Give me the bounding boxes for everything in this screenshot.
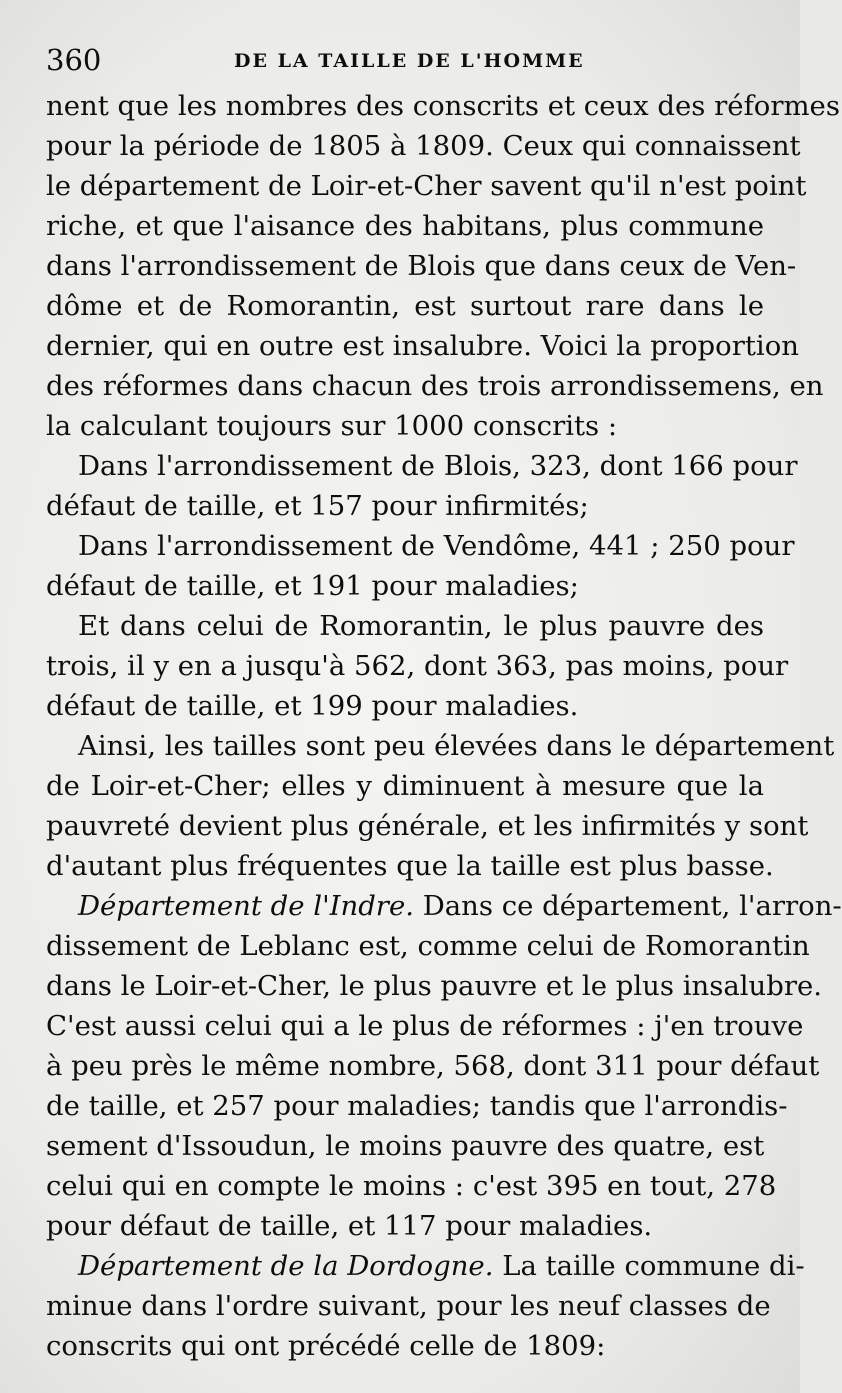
- text-line: trois, il y en a jusqu'à 562, dont 363, pas moins, pour: [46, 650, 789, 682]
- text-line: Et dans celui de Romorantin, le plus pauvre des: [78, 610, 764, 642]
- text-line: de taille, et 257 pour maladies; tandis que l'arrondis-: [46, 1090, 788, 1122]
- text-line: d'autant plus fréquentes que la taille est plus basse.: [46, 850, 774, 882]
- text-line: Dans l'arrondissement de Vendôme, 441 ; 250 pour: [78, 530, 795, 562]
- text-line: le département de Loir-et-Cher savent qu'il n'est point: [46, 170, 807, 202]
- text-line: dissement de Leblanc est, comme celui de Romorantin: [46, 930, 810, 962]
- paragraph-start-dordogne: [78, 1246, 805, 1286]
- text-line: à peu près le même nombre, 568, dont 311 pour défaut: [46, 1050, 820, 1082]
- text-line: riche, et que l'aisance des habitans, plus commune: [46, 210, 764, 242]
- text-line: dernier, qui en outre est insalubre. Voici la proportion: [46, 330, 799, 362]
- text-line: nent que les nombres des conscrits et ceux des réformes: [46, 90, 840, 122]
- text-fragment: La taille commune di-: [502, 1250, 805, 1282]
- text-line: dôme et de Romorantin, est surtout rare dans le: [46, 290, 764, 322]
- page-header: [46, 40, 746, 80]
- text-line: défaut de taille, et 199 pour maladies.: [46, 690, 579, 722]
- text-line: dans l'arrondissement de Blois que dans ceux de Ven-: [46, 250, 797, 282]
- italic-heading-indre: Département de l'Indre.: [78, 890, 414, 922]
- text-line: Dans l'arrondissement de Blois, 323, dont 166 pour: [78, 450, 798, 482]
- text-fragment: Dans ce département, l'arron-: [422, 890, 842, 922]
- text-line: celui qui en compte le moins : c'est 395 en tout, 278: [46, 1170, 777, 1202]
- text-line: pauvreté devient plus générale, et les infirmités y sont: [46, 810, 809, 842]
- text-line: défaut de taille, et 157 pour infirmités;: [46, 490, 589, 522]
- text-line: pour défaut de taille, et 117 pour maladies.: [46, 1210, 653, 1242]
- paragraph-start-indre: [78, 886, 842, 926]
- running-title: DE LA TAILLE DE L'HOMME: [234, 50, 585, 72]
- text-line: la calculant toujours sur 1000 conscrits :: [46, 410, 618, 442]
- italic-heading-dordogne: Département de la Dordogne.: [78, 1250, 494, 1282]
- text-line: sement d'Issoudun, le moins pauvre des quatre, est: [46, 1130, 765, 1162]
- text-line: minue dans l'ordre suivant, pour les neuf classes de: [46, 1290, 771, 1322]
- text-line: défaut de taille, et 191 pour maladies;: [46, 570, 579, 602]
- text-line: conscrits qui ont précédé celle de 1809:: [46, 1330, 606, 1362]
- text-line: Ainsi, les tailles sont peu élevées dans le département: [78, 730, 835, 762]
- text-line: de Loir-et-Cher; elles y diminuent à mesure que la: [46, 770, 764, 802]
- text-line: dans le Loir-et-Cher, le plus pauvre et le plus insalubre.: [46, 970, 822, 1002]
- text-line: C'est aussi celui qui a le plus de réformes : j'en trouve: [46, 1010, 804, 1042]
- text-line: pour la période de 1805 à 1809. Ceux qui connaissent: [46, 130, 801, 162]
- text-line: des réformes dans chacun des trois arrondissemens, en: [46, 370, 824, 402]
- page-number: 360: [46, 43, 102, 77]
